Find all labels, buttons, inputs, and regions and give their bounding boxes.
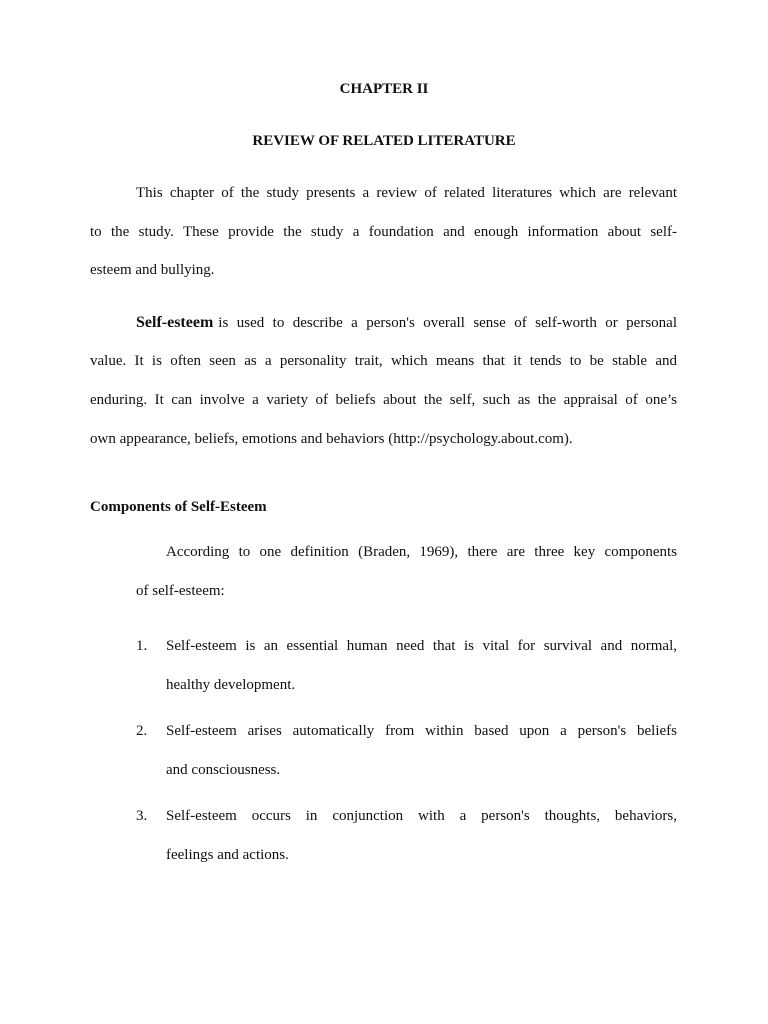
list-item-2-number: 2.: [136, 723, 148, 739]
chapter-label: CHAPTER II: [339, 81, 429, 97]
components-intro-line-1: According to one definition (Braden, 1969), there are three key components: [166, 544, 677, 560]
list-item-2-line-2: and consciousness.: [166, 762, 281, 778]
list-item-1-line-1: Self-esteem is an essential human need that is vital for survival and normal,: [166, 638, 677, 654]
definition-line-1-text: is used to describe a person's overall sense of self-worth or personal: [218, 315, 677, 331]
list-item-3-line-2: feelings and actions.: [166, 847, 289, 863]
list-item-3-line-1: Self-esteem occurs in conjunction with a person's thoughts, behaviors,: [166, 808, 677, 824]
definition-line-1: [136, 314, 677, 332]
list-item-2-line-1: Self-esteem arises automatically from within based upon a person's beliefs: [166, 723, 677, 739]
definition-line-2: value. It is often seen as a personality trait, which means that it tends to be stable and: [90, 353, 677, 369]
components-intro-line-2: of self-esteem:: [136, 583, 225, 599]
definition-line-3: enduring. It can involve a variety of beliefs about the self, such as the appraisal of one’s: [90, 392, 677, 408]
components-heading: Components of Self-Esteem: [90, 499, 267, 515]
list-item-1-line-2: healthy development.: [166, 677, 296, 693]
chapter-title: REVIEW OF RELATED LITERATURE: [252, 133, 516, 149]
list-item-3-number: 3.: [136, 808, 148, 824]
intro-line-3: esteem and bullying.: [90, 262, 215, 278]
definition-line-4: own appearance, beliefs, emotions and behaviors (http://psychology.about.com).: [90, 431, 573, 447]
intro-line-2: to the study. These provide the study a foundation and enough information about self-: [90, 224, 677, 240]
self-esteem-term: Self-esteem: [136, 314, 214, 331]
list-item-1-number: 1.: [136, 638, 148, 654]
intro-line-1: This chapter of the study presents a review of related literatures which are relevant: [136, 185, 677, 201]
